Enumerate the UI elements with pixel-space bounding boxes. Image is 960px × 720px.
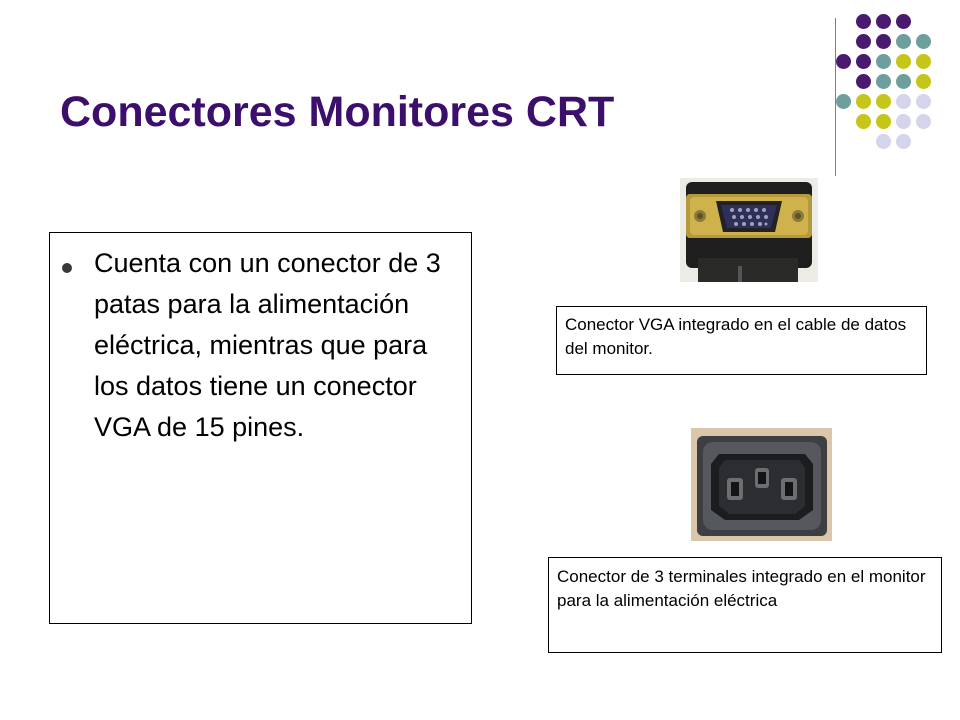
- decorative-dot: [896, 54, 911, 69]
- vga-caption: Conector VGA integrado en el cable de datos del monitor.: [556, 306, 927, 375]
- bullet-dot-icon: [62, 263, 72, 273]
- decorative-dot: [856, 54, 871, 69]
- decorative-dot: [916, 114, 931, 129]
- decorative-dot: [876, 94, 891, 109]
- decorative-dot: [876, 14, 891, 29]
- power-caption: Conector de 3 terminales integrado en el monitor para la alimentación eléctrica: [548, 557, 942, 653]
- decorative-dot: [896, 74, 911, 89]
- decorative-divider-line: [835, 18, 836, 176]
- decorative-dot: [876, 134, 891, 149]
- decorative-dot: [896, 94, 911, 109]
- slide-title: Conectores Monitores CRT: [60, 88, 615, 136]
- decorative-dot: [876, 114, 891, 129]
- decorative-dot: [856, 34, 871, 49]
- decorative-dot: [916, 54, 931, 69]
- power-connector-photo: [691, 428, 832, 541]
- content-text-box: [49, 232, 472, 624]
- decorative-dot: [916, 74, 931, 89]
- decorative-dot: [896, 34, 911, 49]
- decorative-dot: [856, 94, 871, 109]
- decorative-dot: [876, 74, 891, 89]
- decorative-dot: [856, 114, 871, 129]
- decorative-dot: [876, 34, 891, 49]
- decorative-dot: [856, 14, 871, 29]
- decorative-dot: [896, 134, 911, 149]
- decorative-dot: [896, 14, 911, 29]
- bullet-text: Cuenta con un conector de 3 patas para la alimentación eléctrica, mientras que para los datos tiene un conector VGA de 15 pines.: [94, 248, 441, 442]
- decorative-dot: [916, 94, 931, 109]
- decorative-dot: [856, 74, 871, 89]
- vga-connector-photo: [680, 178, 818, 282]
- decorative-dot: [876, 54, 891, 69]
- decorative-dot: [836, 94, 851, 109]
- decorative-dot: [896, 114, 911, 129]
- decorative-dot: [836, 54, 851, 69]
- decorative-dot: [916, 34, 931, 49]
